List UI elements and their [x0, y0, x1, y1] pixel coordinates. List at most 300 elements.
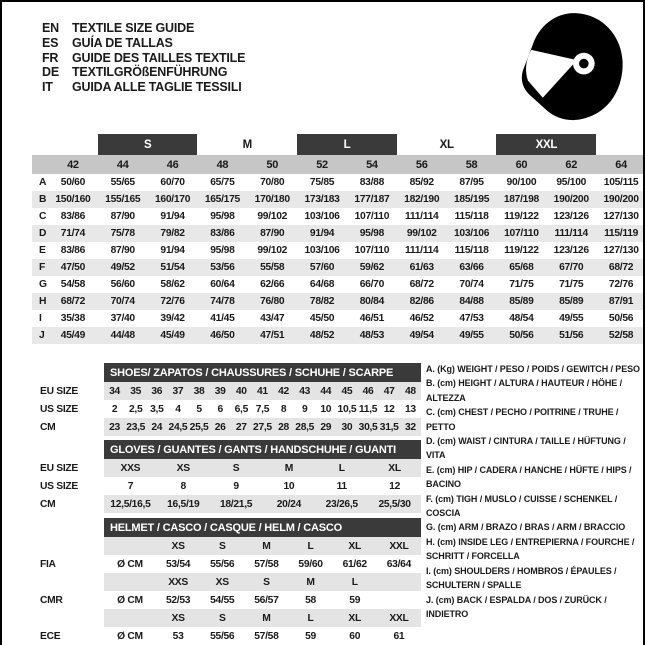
size-value: 11 — [336, 480, 347, 492]
size-value: 12 — [389, 480, 401, 492]
size-value: 87/91 — [596, 293, 645, 310]
size-value: 5 — [196, 403, 202, 415]
spacer-cell — [38, 537, 104, 555]
language-list — [42, 21, 245, 95]
size-value: 30,5 — [358, 418, 379, 436]
size-value: 35/38 — [60, 313, 86, 324]
size-number: 50 — [247, 155, 297, 174]
spacer-cell — [38, 440, 104, 459]
language-code: FR — [42, 50, 59, 65]
size-value: 46/50 — [197, 327, 247, 344]
language-row — [42, 36, 245, 51]
size-value: 95/98 — [210, 245, 235, 256]
helmet-size-label: M — [288, 573, 332, 591]
size-value: 52/58 — [596, 327, 645, 344]
size-group-label: XXL — [496, 134, 596, 155]
size-value: 61 — [393, 630, 405, 642]
size-value: 58/62 — [160, 279, 185, 290]
size-value: 67/70 — [546, 259, 596, 276]
size-value: 85/89 — [546, 293, 596, 310]
size-value: 2,5 — [128, 403, 143, 415]
size-value: 90/100 — [506, 177, 537, 188]
size-value: 46/51 — [359, 313, 385, 324]
size-value: 49/55 — [559, 313, 584, 324]
size-value: XS — [157, 459, 210, 477]
size-number: 48 — [197, 155, 247, 174]
size-value: 95/98 — [347, 225, 397, 242]
size-value: 83/86 — [60, 211, 86, 222]
size-value: 51/56 — [546, 327, 596, 344]
spacer-cell — [38, 573, 104, 591]
helmet-values-row — [38, 627, 421, 645]
size-value: 49/52 — [98, 259, 148, 276]
measurement-row — [32, 174, 645, 191]
size-value: 26 — [210, 418, 231, 436]
size-value: 60 — [349, 630, 361, 642]
language-code: ES — [42, 35, 59, 50]
size-value: 111/114 — [546, 225, 596, 242]
size-value: 29 — [315, 418, 336, 436]
legend-item: J. (cm) BACK / ESPALDA / DOS / ZURÜCK / INDIETRO — [426, 594, 607, 619]
sub-table-row — [38, 418, 421, 436]
size-value: 49/54 — [397, 327, 447, 344]
size-value: 59 — [349, 594, 361, 606]
language-text: TEXTILE SIZE GUIDE — [72, 21, 195, 35]
size-value: 41/45 — [210, 313, 235, 324]
size-value: 55/65 — [110, 177, 135, 188]
measurement-row — [32, 310, 645, 327]
row-label: CM — [38, 418, 104, 436]
size-value: 103/106 — [304, 211, 340, 222]
size-value: 55/56 — [210, 630, 235, 642]
size-value: 48/53 — [347, 327, 397, 344]
size-value: 82/86 — [397, 293, 447, 310]
legend-item: E. (cm) HIP / CADERA / HANCHE / HÜFTE / HIPS / BACINO — [426, 464, 632, 490]
size-value: 50/56 — [608, 313, 634, 324]
size-value: 65/75 — [210, 177, 235, 188]
row-letter: F — [32, 259, 48, 276]
size-value: 58 — [305, 594, 316, 606]
row-letter: I — [39, 313, 42, 324]
size-value: 20/24 — [262, 495, 315, 513]
size-value: 6,5 — [234, 403, 249, 415]
size-value: 91/94 — [297, 225, 347, 242]
size-value: 87/90 — [110, 211, 135, 222]
size-value: 111/114 — [405, 211, 439, 222]
size-value — [377, 591, 421, 609]
row-label: EU SIZE — [38, 459, 104, 477]
measurement-row — [32, 293, 645, 310]
size-value: 72/76 — [608, 279, 634, 290]
spacer-cell — [104, 609, 156, 627]
size-value: 71/75 — [559, 279, 584, 290]
shoes-table — [38, 363, 421, 436]
size-value: M — [262, 459, 315, 477]
size-value: 54/55 — [210, 594, 235, 606]
size-value: 25,5 — [189, 418, 210, 436]
size-value: XXS — [104, 459, 157, 477]
size-value: 170/180 — [247, 191, 297, 208]
size-value: 127/130 — [603, 211, 639, 222]
row-label: US SIZE — [38, 477, 104, 495]
measurement-row — [32, 208, 645, 225]
size-value: 41 — [252, 382, 273, 400]
legend-item: B. (cm) HEIGHT / ALTURA / HAUTEUR / HÖHE / ALTEZZA — [426, 378, 622, 403]
size-value: 56/60 — [110, 279, 135, 290]
size-value: L — [315, 459, 368, 477]
size-value: 3,5 — [150, 403, 164, 415]
size-value: 44 — [315, 382, 336, 400]
size-group-label: M — [242, 138, 252, 151]
size-value: 12,5/16,5 — [104, 495, 157, 513]
size-value: 45 — [336, 382, 357, 400]
size-value: 45/49 — [148, 327, 198, 344]
size-value: 53/56 — [197, 259, 247, 276]
size-value: 83/86 — [60, 245, 86, 256]
size-value: 99/102 — [257, 245, 288, 256]
size-number: 46 — [148, 155, 198, 174]
language-text: GUÍA DE TALLAS — [72, 35, 173, 50]
size-value: 12 — [383, 403, 395, 415]
size-value: 182/190 — [397, 191, 447, 208]
size-number: 42 — [48, 155, 98, 174]
sub-table-row — [38, 459, 421, 477]
size-value: 16,5/19 — [157, 495, 210, 513]
size-value: 59 — [305, 630, 316, 642]
size-value: 9 — [233, 480, 239, 492]
size-value: 76/80 — [247, 293, 297, 310]
sub-table-title-row — [38, 363, 421, 382]
euro-sizes-row — [32, 155, 645, 174]
size-group-label: L — [297, 134, 397, 155]
size-value: 99/102 — [397, 225, 447, 242]
size-number: 60 — [496, 155, 546, 174]
size-value: 59/62 — [347, 259, 397, 276]
size-value: 185/195 — [447, 191, 497, 208]
size-number: 62 — [546, 155, 596, 174]
size-value: 60/64 — [210, 279, 235, 290]
size-value: 32 — [400, 418, 421, 436]
size-value: 68/72 — [48, 293, 98, 310]
row-letter: C — [39, 211, 47, 222]
size-value: 23/26,5 — [315, 495, 368, 513]
size-value: 71/74 — [48, 225, 98, 242]
size-value: 2 — [111, 403, 118, 415]
language-text: GUIDA ALLE TAGLIE TESSILI — [72, 80, 242, 95]
size-value: 37 — [167, 382, 188, 400]
standard-label: FIA — [38, 555, 104, 573]
size-value: 99/102 — [257, 211, 288, 222]
size-value: 91/94 — [160, 211, 185, 222]
measurement-legend — [426, 362, 645, 621]
size-value: 79/82 — [148, 225, 198, 242]
size-value: 7 — [127, 480, 134, 492]
size-value: 27 — [231, 418, 252, 436]
helmet-sizes-row — [38, 537, 421, 555]
size-value: 83/86 — [197, 225, 247, 242]
language-row — [42, 51, 245, 66]
helmet-sizes-row — [38, 609, 421, 627]
helmet-size-label: XXL — [377, 537, 421, 555]
size-value: 119/122 — [504, 211, 539, 222]
standard-label: ECE — [38, 627, 104, 645]
size-value: 62/66 — [260, 279, 285, 290]
size-value: 24,5 — [167, 418, 188, 436]
spacer-cell — [104, 537, 156, 555]
size-value: 111/114 — [405, 245, 439, 256]
row-letter: G — [39, 279, 47, 290]
size-value: 64/68 — [309, 279, 335, 290]
size-value: 37/40 — [110, 313, 135, 324]
size-value: 47/53 — [459, 313, 484, 324]
size-value: 28,5 — [294, 418, 315, 436]
size-value: 72/76 — [148, 293, 198, 310]
size-value: 155/165 — [98, 191, 148, 208]
legend-item: C. (cm) CHEST / PECHO / POITRINE / TRUHE / PETTO — [426, 407, 619, 432]
size-value: 70/74 — [98, 293, 148, 310]
size-value: 115/119 — [596, 225, 645, 242]
sub-table-row — [38, 495, 421, 513]
size-value: 6 — [217, 403, 223, 415]
legend-item: F. (cm) TIGH / MUSLO / CUISSE / SCHENKEL / COSCIA — [426, 493, 618, 519]
size-value: 107/110 — [354, 245, 390, 256]
helmet-size-label: XL — [333, 609, 377, 627]
size-group-label: S — [98, 134, 198, 155]
size-value: 23 — [104, 418, 125, 436]
size-value: 45/50 — [309, 313, 335, 324]
standard-label: CMR — [38, 591, 104, 609]
spacer-cell — [596, 134, 645, 155]
helmet-size-label: XS — [156, 537, 200, 555]
size-value: 40 — [231, 382, 252, 400]
language-code: EN — [42, 21, 59, 35]
size-value: 39 — [210, 382, 231, 400]
size-value: 38 — [189, 382, 210, 400]
helmet-size-label: L — [288, 537, 332, 555]
size-value: 68/72 — [596, 259, 645, 276]
size-value: 107/110 — [496, 225, 546, 242]
size-value: 47/51 — [247, 327, 297, 344]
size-value: 7,5 — [255, 403, 270, 415]
size-value: 177/187 — [347, 191, 397, 208]
size-value: 53 — [172, 630, 184, 642]
measurement-row — [32, 242, 645, 259]
spacer-cell — [38, 518, 104, 537]
helmet-size-label: S — [200, 537, 244, 555]
size-value: 53/54 — [165, 558, 191, 570]
sub-table-title-row — [38, 518, 421, 537]
size-value: 47 — [379, 382, 400, 400]
size-number: 58 — [447, 155, 497, 174]
language-row — [42, 65, 245, 80]
size-value: 46/52 — [409, 313, 434, 324]
size-value: 83/88 — [359, 177, 385, 188]
size-value: S — [210, 459, 263, 477]
size-value: 24 — [146, 418, 167, 436]
size-value: 23,5 — [125, 418, 146, 436]
size-value: 57/58 — [254, 630, 279, 642]
legend-item: G. (cm) ARM / BRAZO / BRAS / ARM / BRACCIO — [426, 522, 626, 533]
size-value: 36 — [146, 382, 167, 400]
sub-table-title: SHOES/ ZAPATOS / CHAUSSURES / SCHUHE / SCARPE — [104, 363, 421, 382]
size-value: 70/80 — [260, 177, 285, 188]
measurement-row — [32, 276, 645, 293]
size-value: 107/110 — [354, 211, 390, 222]
size-value: 65/68 — [496, 259, 546, 276]
spacer-cell — [104, 573, 156, 591]
helmet-values-row — [38, 591, 421, 609]
size-value: 31,5 — [379, 418, 400, 436]
size-value: XL — [368, 459, 421, 477]
unit-label: Ø CM — [117, 630, 143, 642]
size-value: 60/70 — [160, 177, 185, 188]
spacer-cell — [32, 155, 48, 174]
size-value: 48/52 — [297, 327, 347, 344]
sub-table-row — [38, 400, 421, 418]
helmet-size-label: M — [244, 609, 288, 627]
row-letter: H — [32, 293, 48, 310]
size-value: 8 — [280, 403, 287, 415]
size-value: 10,5 — [337, 403, 357, 415]
helmet-size-label: XXL — [377, 609, 421, 627]
sub-table-row — [38, 477, 421, 495]
size-number: 64 — [596, 155, 645, 174]
size-value: 42 — [273, 382, 294, 400]
unit-label: Ø CM — [117, 558, 143, 570]
size-value: 105/115 — [603, 177, 639, 188]
size-value: 87/95 — [459, 177, 484, 188]
row-letter: D — [32, 225, 48, 242]
helmet-size-label: L — [333, 573, 377, 591]
language-code: DE — [42, 65, 59, 80]
row-letter: J — [32, 327, 48, 344]
size-value: 71/75 — [509, 279, 534, 290]
row-label: EU SIZE — [38, 382, 104, 400]
size-value: 48/54 — [509, 313, 534, 324]
size-value: 30 — [336, 418, 357, 436]
row-label: US SIZE — [38, 400, 104, 418]
size-value: 57/58 — [254, 558, 279, 570]
size-value: 190/200 — [546, 191, 596, 208]
row-label: CM — [38, 495, 104, 513]
sub-table-title: HELMET / CASCO / CASQUE / HELM / CASCO — [104, 518, 421, 537]
main-size-table — [32, 134, 645, 344]
size-value: 80/84 — [347, 293, 397, 310]
size-value: 70/74 — [459, 279, 484, 290]
legend-item: D. (cm) WAIST / CINTURA / TAILLE / HÜFTUNG / VITA — [426, 436, 626, 461]
size-value: 127/130 — [603, 245, 639, 256]
size-value: 95/100 — [556, 177, 587, 188]
size-value: 75/85 — [309, 177, 335, 188]
language-row — [42, 21, 245, 36]
helmet-sizes-row — [38, 573, 421, 591]
size-value: 34 — [104, 382, 125, 400]
helmet-size-label: XL — [333, 537, 377, 555]
size-value: 68/72 — [409, 279, 434, 290]
size-value: 59/60 — [298, 558, 323, 570]
size-value: 55/56 — [210, 558, 235, 570]
size-value: 51/54 — [148, 259, 198, 276]
size-value: 35 — [125, 382, 146, 400]
size-value: 11,5 — [358, 403, 378, 415]
size-value: 47/50 — [48, 259, 98, 276]
size-value: 9 — [301, 403, 308, 415]
size-value: 54/58 — [60, 279, 86, 290]
size-value: 8 — [180, 480, 186, 492]
size-value: 49/55 — [447, 327, 497, 344]
size-value: 56/57 — [254, 594, 279, 606]
size-value: 103/106 — [304, 245, 340, 256]
size-value: 119/122 — [504, 245, 539, 256]
language-row — [42, 80, 245, 95]
helmet-size-label: M — [244, 537, 288, 555]
size-value: 115/118 — [454, 245, 489, 256]
size-value: 13 — [404, 403, 416, 415]
size-value: 160/170 — [148, 191, 198, 208]
sub-table-title-row — [38, 440, 421, 459]
helmet-size-label — [377, 573, 421, 591]
size-value: 55/58 — [247, 259, 297, 276]
row-letter: A — [39, 177, 47, 188]
size-value: 165/175 — [197, 191, 247, 208]
row-letter: B — [32, 191, 48, 208]
language-text: GUIDE DES TAILLES TEXTILE — [72, 50, 246, 65]
size-value: 43/47 — [260, 313, 285, 324]
size-value: 87/90 — [247, 225, 297, 242]
unit-label: Ø CM — [117, 594, 143, 606]
sub-table-title: GLOVES / GUANTES / GANTS / HANDSCHUHE / GUANTI — [104, 440, 421, 459]
size-value: 150/160 — [48, 191, 98, 208]
size-value: 61/63 — [397, 259, 447, 276]
gloves-table — [38, 440, 421, 513]
size-value: 85/92 — [409, 177, 434, 188]
size-value: 78/82 — [297, 293, 347, 310]
legend-item: I. (cm) SHOULDERS / HOMBROS / ÉPAULES / SCHULTERN / SPALLE — [426, 565, 617, 591]
legend-item: H. (cm) INSIDE LEG / ENTREPIERNA / FOURCHE / SCHRITT / FORCELLA — [426, 536, 635, 562]
size-value: 95/98 — [210, 211, 235, 222]
size-value: 18/21,5 — [210, 495, 263, 513]
size-value: 61/62 — [342, 558, 367, 570]
measurement-row — [32, 225, 645, 242]
size-group-label: XL — [439, 138, 454, 151]
size-value: 173/183 — [297, 191, 347, 208]
size-number: 52 — [297, 155, 347, 174]
size-value: 63/64 — [386, 558, 412, 570]
size-value: 87/90 — [110, 245, 135, 256]
size-number: 56 — [397, 155, 447, 174]
size-value: 10 — [320, 403, 332, 415]
size-value: 103/106 — [447, 225, 497, 242]
size-value: 85/89 — [496, 293, 546, 310]
helmet-size-label: L — [288, 609, 332, 627]
size-value: 39/42 — [160, 313, 185, 324]
size-value: 66/70 — [359, 279, 385, 290]
helmet-size-label: XS — [156, 609, 200, 627]
sub-table-row — [38, 382, 421, 400]
size-number: 54 — [347, 155, 397, 174]
size-value: 4 — [175, 403, 181, 415]
size-value: 43 — [294, 382, 315, 400]
size-value: 48 — [400, 382, 421, 400]
helmet-table — [38, 518, 421, 645]
size-value: 45/49 — [48, 327, 98, 344]
size-value: 75/78 — [98, 225, 148, 242]
spacer-cell — [38, 363, 104, 382]
spacer-cell — [48, 134, 98, 155]
language-code: IT — [42, 80, 53, 95]
size-value: 91/94 — [160, 245, 185, 256]
legend-item: A. (Kg) WEIGHT / PESO / POIDS / GEWITCH / PESO — [426, 364, 640, 374]
